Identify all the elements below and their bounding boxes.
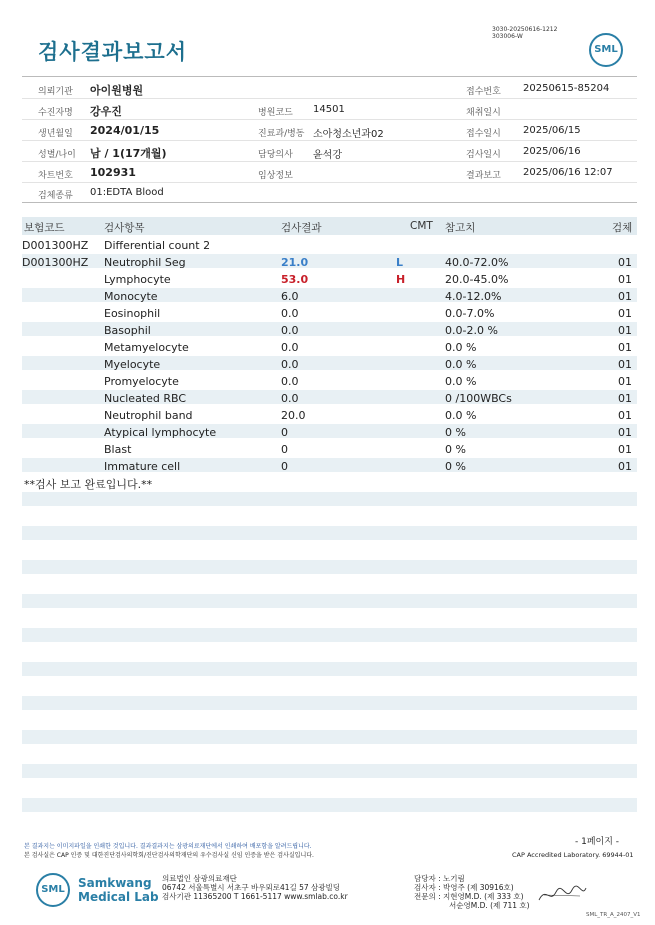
cell-item: Differential count 2: [104, 239, 211, 252]
value-doctor: 윤석강: [313, 150, 342, 161]
row-stripe: [22, 730, 637, 744]
table-row: [22, 256, 637, 270]
cell-item: Immature cell: [104, 460, 181, 473]
table-header: [22, 217, 637, 235]
cell-specimen: 01: [618, 460, 632, 473]
cell-item: Blast: [104, 443, 132, 456]
value-chart-no: 102931: [90, 166, 136, 179]
value-report-date: 2025/06/16 12:07: [523, 167, 613, 178]
label-hospital-code: 병원코드: [258, 108, 293, 118]
label-doctor: 담당의사: [258, 150, 293, 160]
cell-ref: 0.0-2.0 %: [445, 324, 498, 337]
table-row: [22, 273, 637, 287]
cell-specimen: 01: [618, 443, 632, 456]
org-contact: 검사기관 11365200 T 1661-5117 www.smlab.co.kr: [162, 892, 348, 901]
table-row: [22, 290, 637, 304]
row-stripe: [22, 628, 637, 642]
table-row: [22, 358, 637, 372]
cell-specimen: 01: [618, 375, 632, 388]
sml-logo-icon: SML: [589, 33, 623, 67]
value-institution: 아이원병원: [90, 84, 144, 97]
form-code: SML_TR_A_2407_V1: [586, 912, 641, 918]
cell-result: 0: [281, 443, 288, 456]
cell-result: 0: [281, 426, 288, 439]
cell-ref: 0.0 %: [445, 375, 477, 388]
cell-result: 53.0: [281, 273, 309, 286]
sml-footer-logo-icon: SML: [36, 873, 70, 907]
cell-ref: 40.0-72.0%: [445, 256, 509, 269]
row-stripe: [22, 696, 637, 710]
signatories: [414, 874, 530, 910]
header-rule: [22, 140, 637, 141]
header-rule: [22, 98, 637, 99]
cell-ref: 0 %: [445, 460, 466, 473]
value-hospital-code: 14501: [313, 104, 345, 115]
cell-specimen: 01: [618, 358, 632, 371]
brand-line-1: Samkwang: [78, 876, 152, 890]
table-row: [22, 443, 637, 457]
doc-numbers: [492, 26, 557, 40]
cell-flag: H: [396, 273, 406, 286]
doc-number-1: 3030-20250616-1212: [492, 26, 558, 33]
table-row: [22, 460, 637, 474]
row-stripe: [22, 492, 637, 506]
row-stripe: [22, 526, 637, 540]
label-collection-date: 채취일시: [466, 108, 501, 118]
specialist-2: 서순영M.D. (제 711 호): [449, 901, 530, 910]
table-row: [22, 409, 637, 423]
cell-result: 0.0: [281, 358, 299, 371]
cell-specimen: 01: [618, 392, 632, 405]
col-specimen: 검체: [612, 222, 633, 234]
cell-ref: 20.0-45.0%: [445, 273, 509, 286]
page-number: - 1페이지 -: [575, 837, 620, 847]
value-sex-age: 남 / 1(17개월): [90, 147, 167, 160]
label-patient: 수진자명: [38, 108, 73, 118]
label-specimen-type: 검체종류: [38, 191, 73, 201]
col-ref: 참고치: [445, 222, 476, 234]
col-code: 보험코드: [24, 222, 65, 234]
notice-line-2: 본 검사실은 CAP 인증 및 대한진단검사의학회/진단검사의학재단의 우수검사실 신임 인증을 받은 검사실입니다.: [24, 852, 314, 859]
cell-specimen: 01: [618, 307, 632, 320]
cell-item: Eosinophil: [104, 307, 161, 320]
cell-item: Metamyelocyte: [104, 341, 189, 354]
label-department: 진료과/병동: [258, 129, 305, 139]
cell-result: 6.0: [281, 290, 299, 303]
cell-specimen: 01: [618, 409, 632, 422]
value-patient: 강우진: [90, 105, 122, 118]
cell-ref: 0.0 %: [445, 358, 477, 371]
manager: 담당자 : 노기림: [414, 874, 465, 883]
col-result: 검사결과: [281, 222, 322, 234]
label-chart-no: 차트번호: [38, 171, 73, 181]
cell-result: 0: [281, 460, 288, 473]
value-department: 소아청소년과02: [313, 129, 384, 140]
cell-specimen: 01: [618, 341, 632, 354]
cell-specimen: 01: [618, 290, 632, 303]
header-top-rule: [22, 76, 637, 77]
signature-icon: [536, 880, 588, 908]
cell-item: Atypical lymphocyte: [104, 426, 217, 439]
value-test-date: 2025/06/16: [523, 146, 581, 157]
table-row: [22, 426, 637, 440]
cell-item: Promyelocyte: [104, 375, 179, 388]
cell-result: 20.0: [281, 409, 306, 422]
table-row: [22, 239, 637, 253]
cell-ref: 0 %: [445, 443, 466, 456]
row-stripe: [22, 594, 637, 608]
cell-specimen: 01: [618, 273, 632, 286]
label-receipt-no: 접수번호: [466, 87, 501, 97]
completion-note: **검사 보고 완료입니다.**: [24, 478, 153, 491]
cell-item: Lymphocyte: [104, 273, 171, 286]
brand-name: [78, 876, 159, 904]
cell-specimen: 01: [618, 324, 632, 337]
col-cmt: CMT: [410, 220, 433, 232]
label-receipt-date: 접수일시: [466, 129, 501, 139]
notice-line-1: 본 결과지는 이미지파일을 인쇄한 것입니다. 결과결과지는 삼광의료재단에서 인쇄하여 배포함을 알려드립니다.: [24, 843, 312, 850]
header-rule: [22, 161, 637, 162]
cell-ref: 4.0-12.0%: [445, 290, 502, 303]
cell-ref: 0.0 %: [445, 341, 477, 354]
col-item: 검사항목: [104, 222, 145, 234]
label-institution: 의뢰기관: [38, 87, 73, 97]
cell-result: 0.0: [281, 375, 299, 388]
row-stripe: [22, 798, 637, 812]
cell-ref: 0 /100WBCs: [445, 392, 512, 405]
table-row: [22, 324, 637, 338]
label-clinical-info: 임상정보: [258, 171, 293, 181]
cell-result: 0.0: [281, 324, 299, 337]
cell-ref: 0 %: [445, 426, 466, 439]
value-receipt-date: 2025/06/15: [523, 125, 581, 136]
cap-accreditation: CAP Accredited Laboratory. 69944-01: [512, 851, 634, 859]
header-bottom-rule: [22, 202, 637, 203]
cell-item: Nucleated RBC: [104, 392, 187, 405]
header-rule: [22, 182, 637, 183]
value-receipt-no: 20250615-85204: [523, 83, 610, 94]
org-address: 06742 서울특별시 서초구 바우뫼로41길 57 삼광빌딩: [162, 883, 341, 892]
cell-item: Basophil: [104, 324, 151, 337]
cell-flag: L: [396, 256, 404, 269]
cell-item: Monocyte: [104, 290, 158, 303]
cell-result: 0.0: [281, 392, 299, 405]
value-specimen-type: 01:EDTA Blood: [90, 187, 164, 198]
cell-specimen: 01: [618, 426, 632, 439]
table-row: [22, 341, 637, 355]
specialist-1: 전문의 : 지현영M.D. (제 333 호): [414, 892, 524, 901]
cell-result: 0.0: [281, 307, 299, 320]
value-birth: 2024/01/15: [90, 124, 160, 137]
cell-result: 21.0: [281, 256, 309, 269]
cell-code: D001300HZ: [22, 256, 89, 269]
cell-code: D001300HZ: [22, 239, 89, 252]
row-stripe: [22, 764, 637, 778]
table-row: [22, 307, 637, 321]
report-title: 검사결과보고서: [38, 40, 188, 64]
cell-item: Myelocyte: [104, 358, 161, 371]
row-stripe: [22, 662, 637, 676]
doc-number-2: 303006-W: [492, 33, 523, 40]
cell-ref: 0.0-7.0%: [445, 307, 495, 320]
header-rule: [22, 119, 637, 120]
table-row: [22, 392, 637, 406]
tester: 검사자 : 박영주 (제 30916호): [414, 883, 514, 892]
cell-result: 0.0: [281, 341, 299, 354]
table-row: [22, 375, 637, 389]
brand-line-2: Medical Lab: [78, 890, 159, 904]
cell-item: Neutrophil band: [104, 409, 193, 422]
cell-item: Neutrophil Seg: [104, 256, 186, 269]
label-birth: 생년월일: [38, 129, 73, 139]
label-test-date: 검사일시: [466, 150, 501, 160]
org-info: [162, 874, 348, 901]
cell-specimen: 01: [618, 256, 632, 269]
label-report-date: 결과보고: [466, 171, 501, 181]
cell-ref: 0.0 %: [445, 409, 477, 422]
org-name: 의료법인 삼광의료재단: [162, 874, 237, 883]
label-sex-age: 성별/나이: [38, 150, 76, 160]
row-stripe: [22, 560, 637, 574]
